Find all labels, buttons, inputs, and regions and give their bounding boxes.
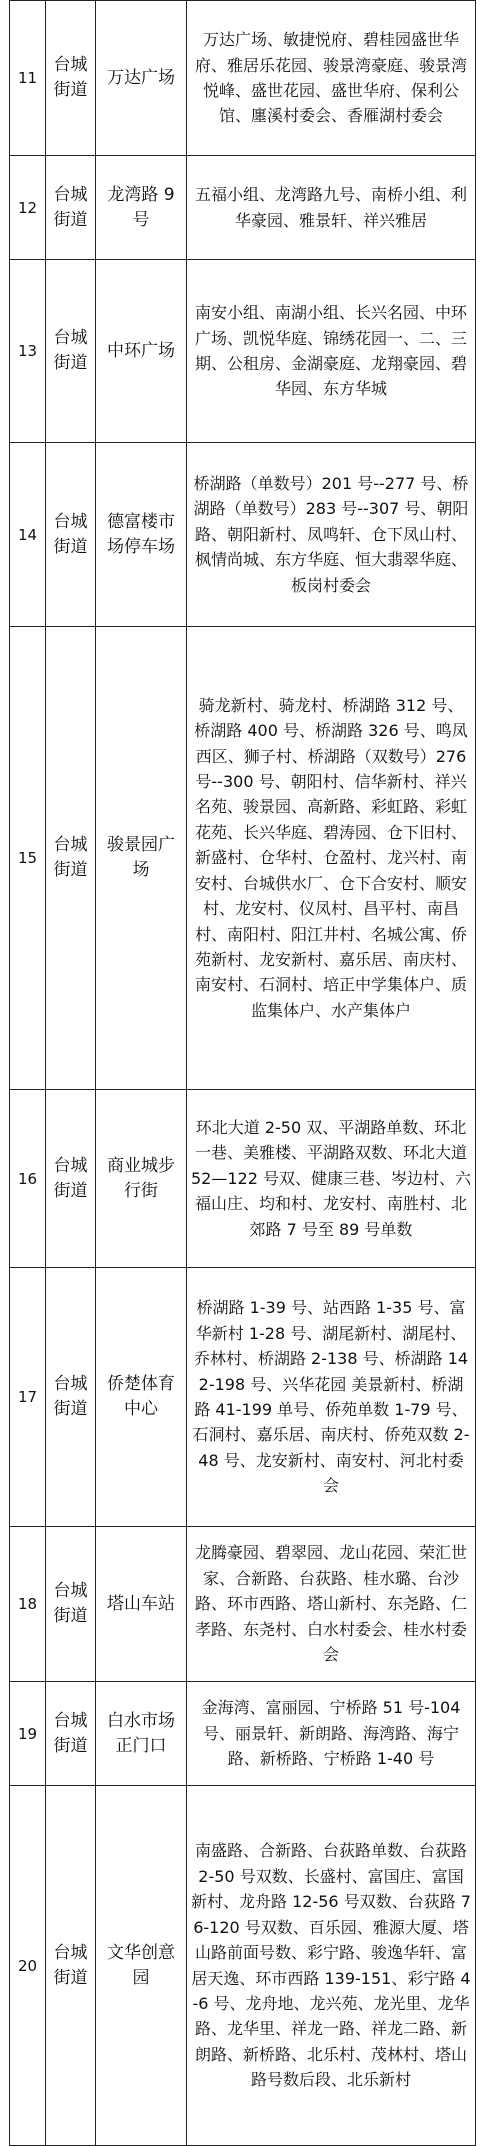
venue-name: 骏景园广场 (96, 627, 187, 1090)
coverage-area: 万达广场、敏捷悦府、碧桂园盛世华府、雅居乐花园、骏景湾豪庭、骏景湾悦峰、盛世花园、盛世华府、保利公馆、廛溪村委会、香雁湖村委会 (187, 1, 476, 156)
row-number: 16 (10, 1090, 46, 1268)
coverage-area: 南安小组、南湖小组、长兴名园、中环广场、凯悦华庭、锦绣花园一、二、三期、公租房、金湖豪庭、龙翔豪园、碧华园、东方华城 (187, 260, 476, 443)
street-name: 台城街道 (46, 627, 96, 1090)
row-number: 18 (10, 1527, 46, 1682)
row-number: 11 (10, 1, 46, 156)
street-name: 台城街道 (46, 156, 96, 260)
venue-name: 德富楼市场停车场 (96, 443, 187, 627)
venue-name: 塔山车站 (96, 1527, 187, 1682)
table-row (10, 1786, 476, 2146)
coverage-area: 南盛路、合新路、台荻路单数、台荻路 2-50 号双数、长盛村、富国庄、富国新村、龙舟路 12-56 号双数、台荻路 76-120 号双数、百乐园、雅源大厦、塔山路前面号数、彩宁路、骏逸华轩、富居天逸、环市西路 139-151、彩宁路 4-6 号、龙舟地、龙兴苑、龙光里、龙华路、龙华里、祥龙一路、祥龙二路、新朗路、新桥路、北乐村、茂林村、塔山路号数后段、北乐新村 (187, 1786, 476, 2146)
venue-name: 侨楚体育中心 (96, 1268, 187, 1527)
table-row (10, 1268, 476, 1527)
street-name: 台城街道 (46, 1786, 96, 2146)
coverage-area: 环北大道 2-50 双、平湖路单数、环北一巷、美雅楼、平湖路双数、环北大道 52—122 号双、健康三巷、岑边村、六福山庄、均和村、龙安村、南胜村、北郊路 7 号至 89 号单数 (187, 1090, 476, 1268)
community-table (9, 0, 476, 2146)
street-name: 台城街道 (46, 1682, 96, 1786)
coverage-area: 金海湾、富丽园、宁桥路 51 号-104 号、丽景轩、新朗路、海湾路、海宁路、新桥路、宁桥路 1-40 号 (187, 1682, 476, 1786)
venue-name: 白水市场正门口 (96, 1682, 187, 1786)
row-number: 12 (10, 156, 46, 260)
table-row (10, 627, 476, 1090)
venue-name: 商业城步行街 (96, 1090, 187, 1268)
table-row (10, 260, 476, 443)
table-row (10, 1, 476, 156)
coverage-area: 龙腾豪园、碧翠园、龙山花园、荣汇世家、合新路、台荻路、桂水璐、台沙路、环市西路、塔山新村、东尧路、仁孝路、东尧村、白水村委会、桂水村委会 (187, 1527, 476, 1682)
street-name: 台城街道 (46, 260, 96, 443)
venue-name: 龙湾路 9 号 (96, 156, 187, 260)
street-name: 台城街道 (46, 1090, 96, 1268)
table-row (10, 1527, 476, 1682)
table-row (10, 156, 476, 260)
coverage-area: 骑龙新村、骑龙村、桥湖路 312 号、桥湖路 400 号、桥湖路 326 号、鸣凤西区、狮子村、桥湖路（双数号）276 号--300 号、朝阳村、信华新村、祥兴名苑、骏景园、高新路、彩虹路、彩虹花苑、长兴华庭、碧涛园、仓下旧村、新盛村、仓华村、仓盈村、龙兴村、南安村、台城供水厂、仓下合安村、顺安村、龙安村、仪凤村、昌平村、南昌村、南阳村、阳江井村、名城公寓、侨苑新村、龙安新村、嘉乐居、南庆村、南安村、石洞村、培正中学集体户、质监集体户、水产集体户 (187, 627, 476, 1090)
venue-name: 万达广场 (96, 1, 187, 156)
street-name: 台城街道 (46, 1268, 96, 1527)
table-row (10, 1090, 476, 1268)
row-number: 15 (10, 627, 46, 1090)
row-number: 17 (10, 1268, 46, 1527)
row-number: 19 (10, 1682, 46, 1786)
row-number: 13 (10, 260, 46, 443)
row-number: 20 (10, 1786, 46, 2146)
coverage-area: 五福小组、龙湾路九号、南桥小组、利华豪园、雅景轩、祥兴雅居 (187, 156, 476, 260)
coverage-area: 桥湖路（单数号）201 号--277 号、桥湖路（单数号）283 号--307 号、朝阳路、朝阳新村、凤鸣轩、仓下凤山村、枫情尚城、东方华庭、恒大翡翠华庭、板岗村委会 (187, 443, 476, 627)
street-name: 台城街道 (46, 1, 96, 156)
street-name: 台城街道 (46, 1527, 96, 1682)
venue-name: 中环广场 (96, 260, 187, 443)
coverage-area: 桥湖路 1-39 号、站西路 1-35 号、富华新村 1-28 号、湖尾新村、湖尾村、乔林村、桥湖路 2-138 号、桥湖路 142-198 号、兴华花园 美景新村、桥湖路 41-199 单号、侨苑单数 1-79 号、石洞村、嘉乐居、南庆村、侨苑双数 2-48 号、龙安新村、南安村、河北村委会 (187, 1268, 476, 1527)
venue-name: 文华创意园 (96, 1786, 187, 2146)
row-number: 14 (10, 443, 46, 627)
table-row (10, 443, 476, 627)
table-row (10, 1682, 476, 1786)
street-name: 台城街道 (46, 443, 96, 627)
